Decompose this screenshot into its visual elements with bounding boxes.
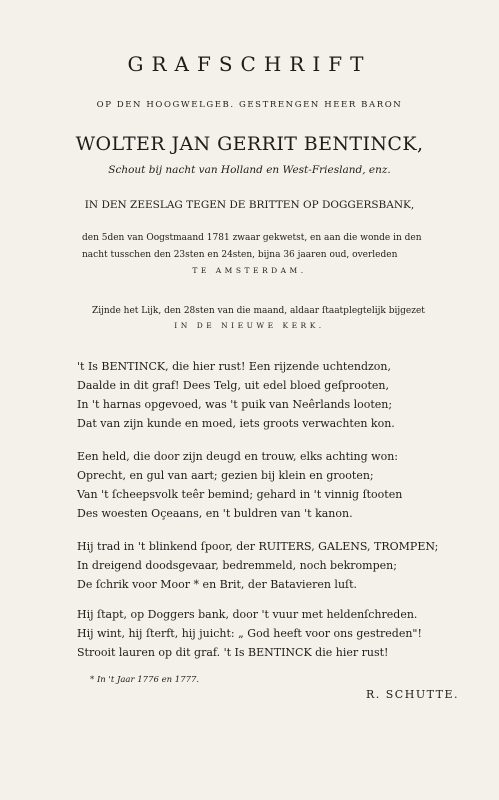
dedication-line: OP DEN HOOGWELGEB. GESTRENGEN HEER BARON	[96, 100, 403, 110]
burial-line: Zijnde het Lijk, den 28sten van die maand, aldaar ſtaatplegtelijk bijgezet	[92, 306, 425, 316]
footnote: * In 't Jaar 1776 en 1777.	[90, 675, 200, 685]
verse-line: Hij ſtapt, op Doggers bank, door 't vuur met heldenſchreden.	[77, 608, 418, 621]
verse-line: Een held, die door zijn deugd en trouw, elks achting won:	[77, 450, 399, 463]
verse-line: Hij trad in 't blinkend ſpoor, der RUITERS, GALENS, TROMPEN;	[77, 540, 439, 553]
verse-line: Daalde in dit graf! Dees Telg, uit edel bloed geſprooten,	[77, 379, 389, 392]
stanza-3	[77, 537, 438, 594]
verse-line: Des woesten Oçeaans, en 't buldren van 't kanon.	[77, 507, 353, 520]
verse-line: Strooit lauren op dit graf. 't Is BENTINCK die hier rust!	[77, 646, 389, 659]
honoree-name: WOLTER JAN GERRIT BENTINCK,	[75, 133, 424, 155]
page-title: GRAFSCHRIFT	[127, 52, 372, 76]
verse-line: In dreigend doodsgevaar, bedremmeld, noch bekrompen;	[77, 559, 397, 572]
place-of-death: TE AMSTERDAM.	[192, 266, 307, 275]
verse-line: In 't harnas opgevoed, was 't puik van Neêrlands looten;	[77, 398, 393, 411]
verse-line: Dat van zijn kunde en moed, iets groots verwachten kon.	[77, 417, 395, 430]
battle-line: IN DEN ZEESLAG TEGEN DE BRITTEN OP DOGGERSBANK,	[84, 199, 415, 211]
verse-line: 't Is BENTINCK, die hier rust! Een rijzende uchtendzon,	[77, 360, 391, 373]
stanza-2	[77, 447, 402, 523]
verse-line: De ſchrik voor Moor * en Brit, der Batavieren luſt.	[77, 578, 358, 591]
verse-line: Hij wint, hij ſterft, hij juicht: „ God heeft voor ons gestreden"!	[77, 627, 422, 640]
stanza-1	[77, 357, 395, 433]
prose-line-2: nacht tusschen den 23sten en 24sten, bijna 36 jaaren oud, overleden	[82, 250, 398, 260]
burial-place: IN DE NIEUWE KERK.	[174, 321, 325, 330]
honoree-office: Schout bij nacht van Holland en West-Friesland, enz.	[108, 164, 391, 176]
prose-line-1: den 5den van Oogstmaand 1781 zwaar gekwetst, en aan die wonde in den	[82, 233, 422, 243]
verse-line: Oprecht, en gul van aart; gezien bij klein en grooten;	[77, 469, 374, 482]
verse-line: Van 't ſcheepsvolk teêr bemind; gehard in 't vinnig ſtooten	[77, 488, 403, 501]
author-signature: R. SCHUTTE.	[366, 688, 459, 701]
stanza-4	[77, 605, 422, 662]
